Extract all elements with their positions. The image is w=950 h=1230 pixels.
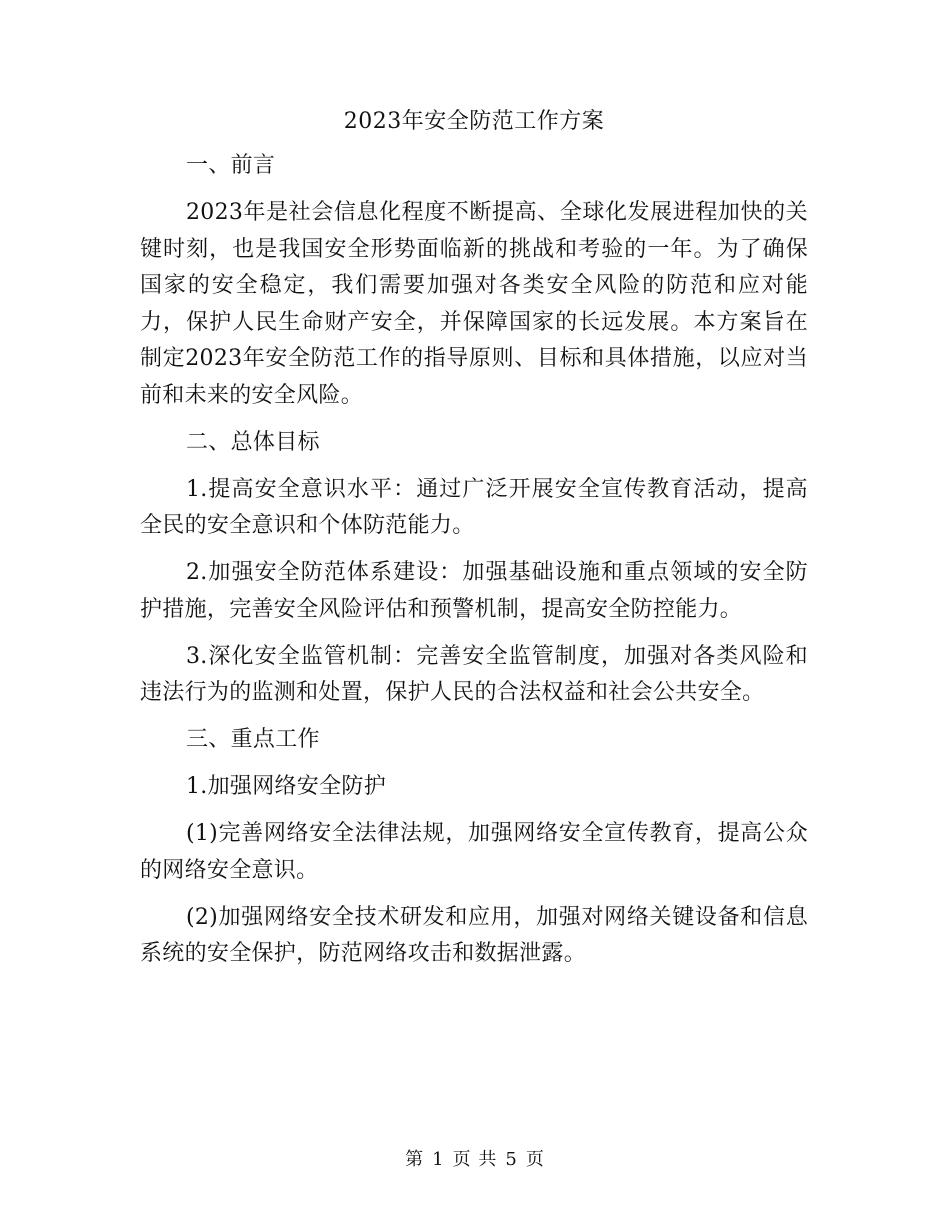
- page-label-prefix: 第: [405, 1149, 425, 1170]
- page-label-suffix: 页: [525, 1149, 545, 1170]
- document-body: [140, 100, 808, 983]
- goal-item-3: 3.深化安全监管机制：完善安全监管制度，加强对各类风险和违法行为的监测和处置，保护人民的合法权益和社会公共安全。: [140, 643, 808, 705]
- key-work-subitem-2: (2)加强网络安全技术研发和应用，加强对网络关键设备和信息系统的安全保护，防范网络攻击和数据泄露。: [140, 904, 808, 966]
- key-work-item-1: 1.加强网络安全防护: [186, 774, 386, 799]
- section-heading-preface: 一、前言: [186, 153, 276, 178]
- page-footer: [0, 1146, 950, 1174]
- section-heading-overall-goals: 二、总体目标: [186, 429, 320, 455]
- preface-paragraph: 2023年是社会信息化程度不断提高、全球化发展进程加快的关键时刻，也是我国安全形势面临新的挑战和考验的一年。为了确保国家的安全稳定，我们需要加强对各类安全风险的防范和应对能力，保护人民生命财产安全，并保障国家的长远发展。本方案旨在制定2023年安全防范工作的指导原则、目标和具体措施，以应对当前和未来的安全风险。: [140, 200, 808, 408]
- document-title: 2023年安全防范工作方案: [343, 109, 605, 134]
- goal-item-2: 2.加强安全防范体系建设：加强基础设施和重点领域的安全防护措施，完善安全风险评估和预警机制，提高安全防控能力。: [140, 560, 808, 622]
- total-pages-number: 5: [505, 1149, 518, 1170]
- current-page-number: 1: [432, 1149, 445, 1170]
- page-label-mid: 页 共: [452, 1149, 498, 1170]
- section-heading-key-work: 三、重点工作: [186, 727, 320, 752]
- goal-item-1: 1.提高安全意识水平：通过广泛开展安全宣传教育活动，提高全民的安全意识和个体防范能力。: [140, 476, 808, 538]
- key-work-subitem-1: (1)完善网络安全法律法规，加强网络安全宣传教育，提高公众的网络安全意识。: [140, 821, 808, 883]
